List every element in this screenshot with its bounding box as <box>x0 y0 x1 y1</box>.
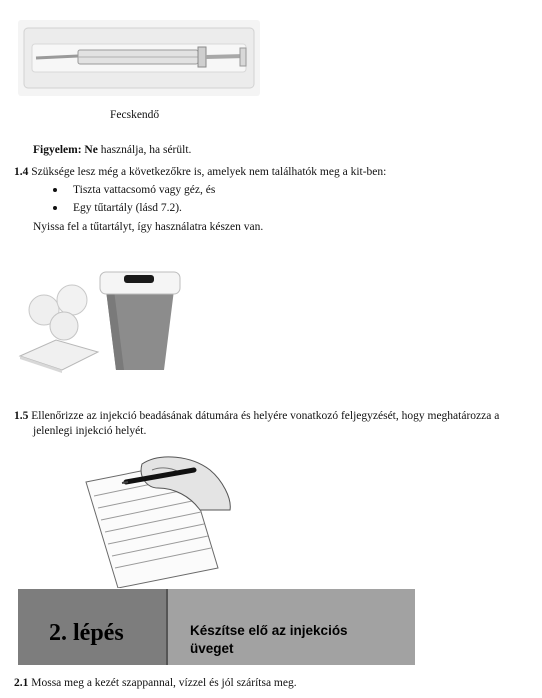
gauze-icon <box>20 340 98 373</box>
notepad-writing-image <box>82 448 242 588</box>
syringe-icon <box>18 20 260 96</box>
warning-negation: Ne <box>84 144 98 156</box>
sharps-container-icon <box>100 272 180 370</box>
section-text: Ellenőrizze az injekció beadásának dátumára és helyére vonatkozó feljegyzését, hogy meghatározza a <box>28 410 500 422</box>
section-1-5-line2: jelenlegi injekció helyét. <box>33 425 147 437</box>
step-label: 2. lépés <box>49 620 124 646</box>
warning-rest: használja, ha sérült. <box>97 144 192 156</box>
section-1-5-heading <box>14 409 499 423</box>
bullet-icon <box>53 206 57 210</box>
section-text: Mossa meg a kezét szappannal, vízzel és jól szárítsa meg. <box>28 677 297 689</box>
bullet-icon <box>53 188 57 192</box>
syringe-caption: Fecskendő <box>110 109 160 121</box>
section-1-4-note: Nyissa fel a tűtartályt, így használatra készen van. <box>33 221 264 233</box>
section-2-1-text <box>14 676 297 690</box>
section-number: 1.5 <box>14 410 29 422</box>
section-number: 1.4 <box>14 166 29 178</box>
section-text: Szüksége lesz még a következőkre is, amelyek nem találhatók meg a kit-ben: <box>28 166 387 178</box>
section-number: 2.1 <box>14 677 29 689</box>
bullet-item-cotton: Tiszta vattacsomó vagy géz, és <box>73 183 215 197</box>
syringe-package-image <box>18 20 260 96</box>
warning-label: Figyelem: <box>33 144 82 156</box>
cotton-balls-icon <box>29 285 87 340</box>
section-1-4-heading <box>14 165 386 179</box>
supplies-image <box>14 262 224 374</box>
warning-text <box>33 143 191 157</box>
step-description: Készítse elő az injekciós üveget <box>190 623 348 656</box>
bullet-item-sharps-container: Egy tűtartály (lásd 7.2). <box>73 201 182 215</box>
